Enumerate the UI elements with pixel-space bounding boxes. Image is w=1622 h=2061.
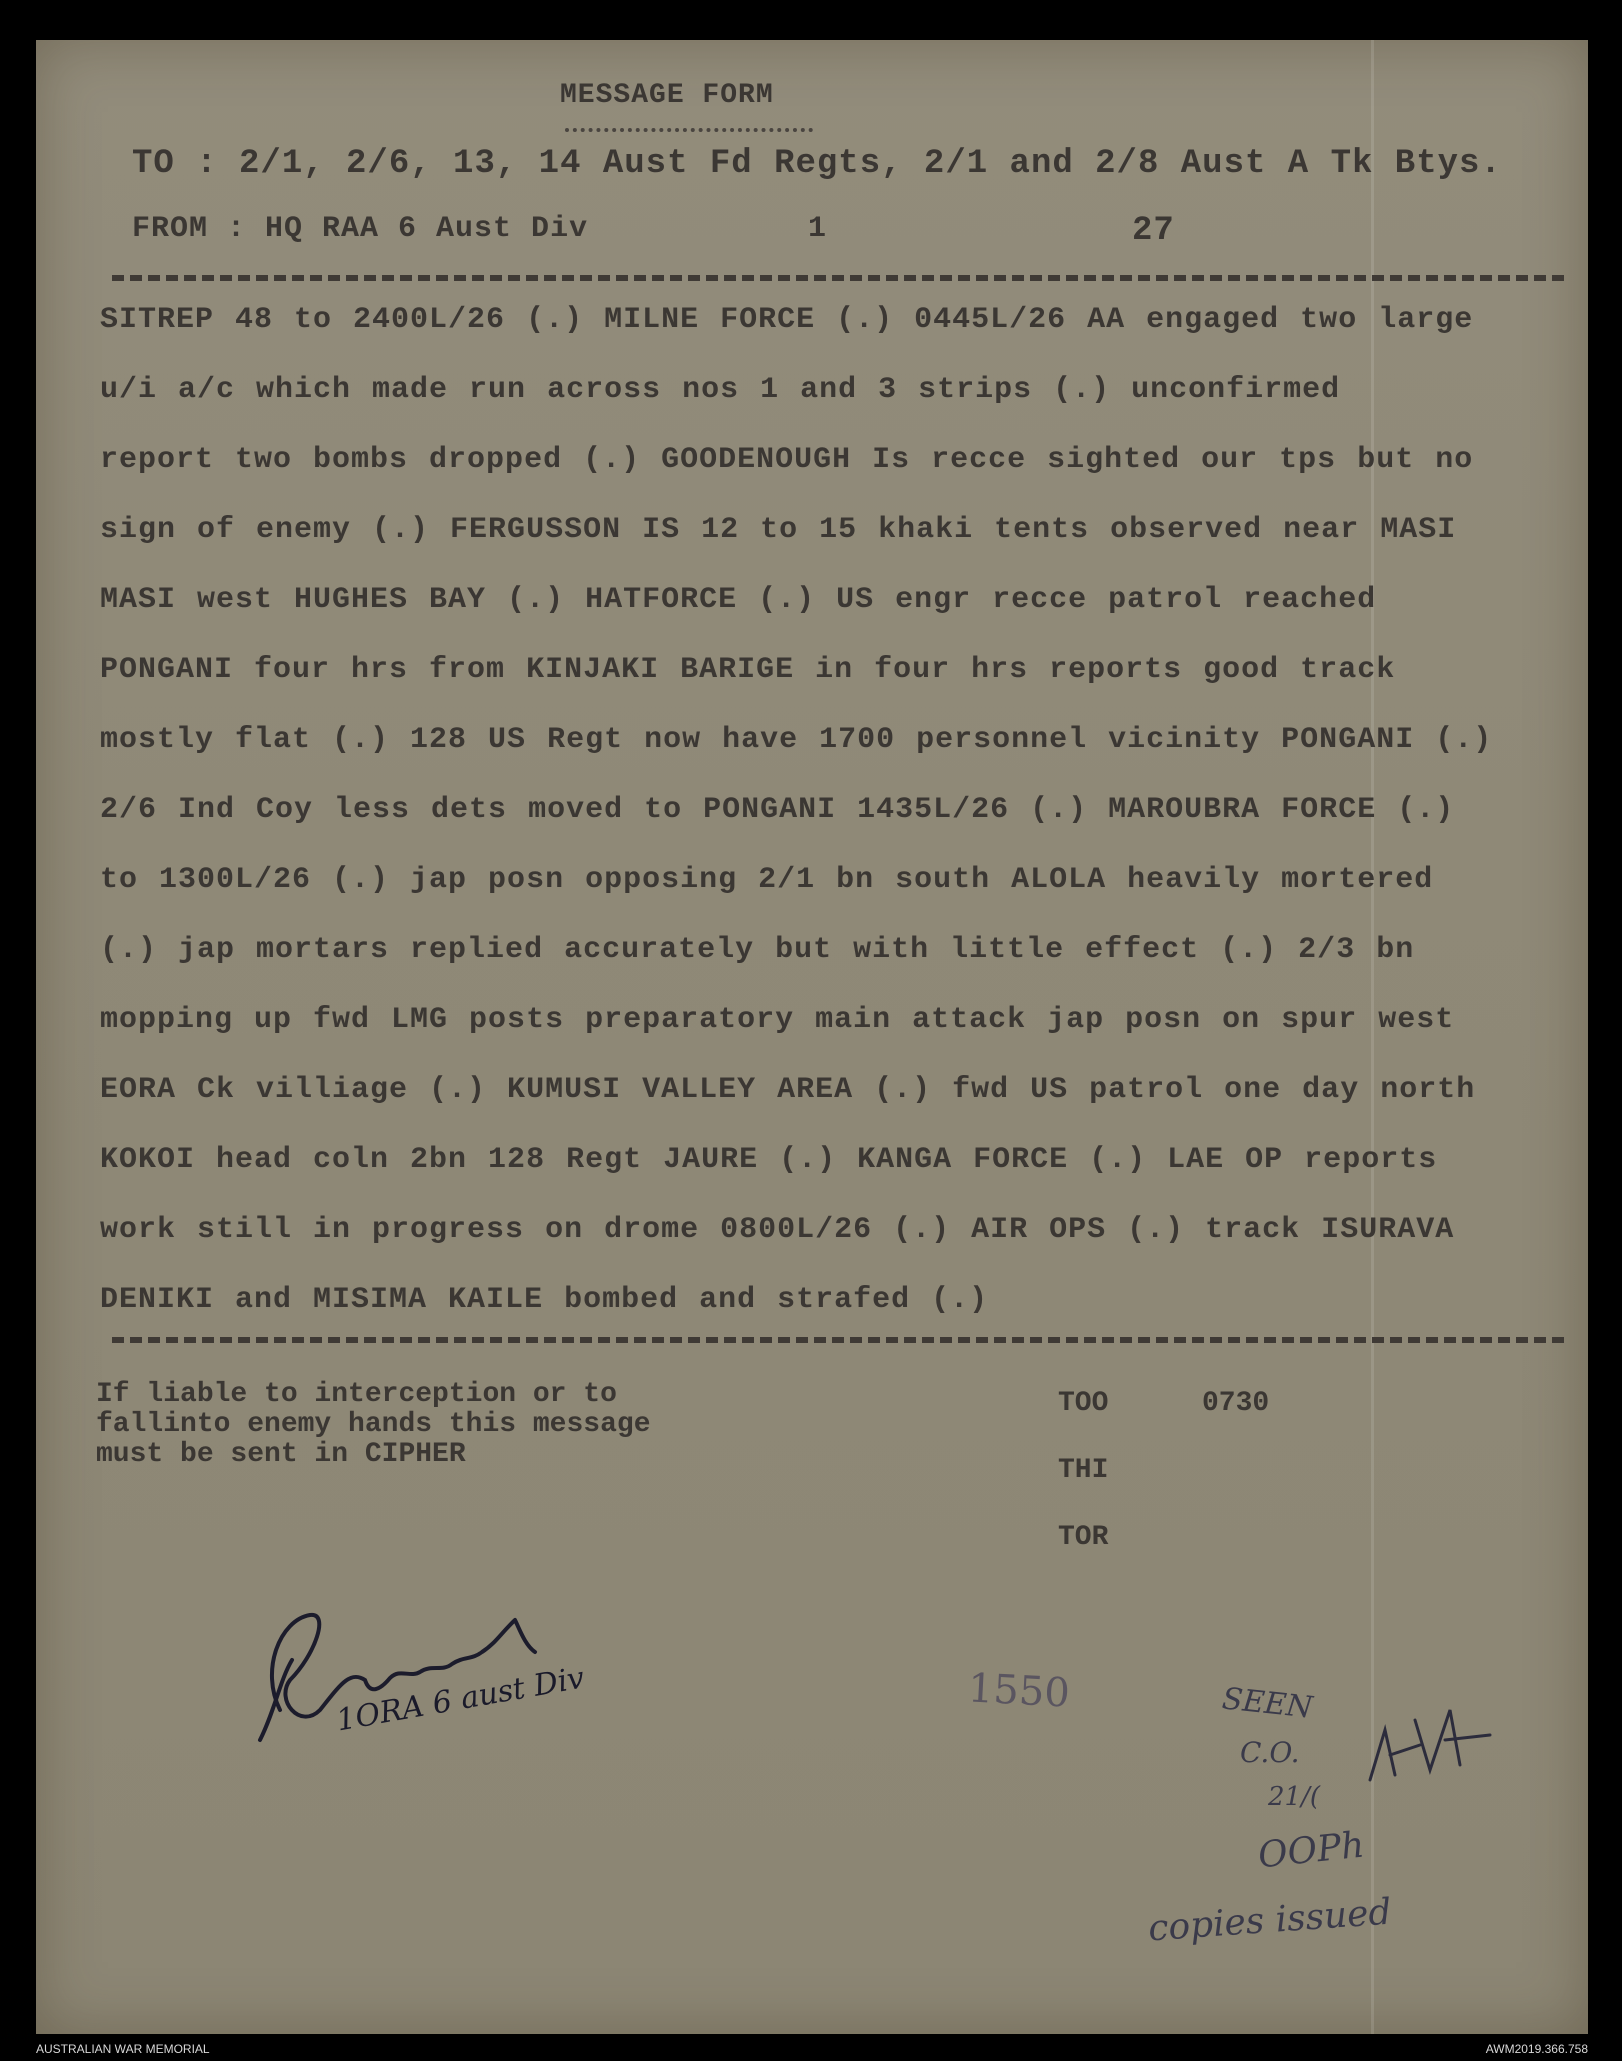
body-line: KOKOI head coln 2bn 128 Regt JAURE (.) KANGA FORCE (.) LAE OP reports — [100, 1143, 1438, 1177]
body-line: EORA Ck villiage (.) KUMUSI VALLEY AREA (.) fwd US patrol one day north — [100, 1073, 1476, 1107]
initials-scrawl — [1360, 1700, 1500, 1790]
body-line: MASI west HUGHES BAY (.) HATFORCE (.) US engr recce patrol reached — [100, 583, 1377, 617]
to-line: TO : 2/1, 2/6, 13, 14 Aust Fd Regts, 2/1 and 2/8 Aust A Tk Btys. — [132, 145, 1502, 183]
handwritten-number: 1550 — [966, 1665, 1071, 1717]
body-line: PONGANI four hrs from KINJAKI BARIGE in four hrs reports good track — [100, 653, 1396, 687]
body-line: work still in progress on drome 0800L/26 (.) AIR OPS (.) track ISURAVA — [100, 1213, 1455, 1247]
body-line: DENIKI and MISIMA KAILE bombed and strafed (.) — [100, 1283, 989, 1317]
warning-line: fallinto enemy hands this message — [96, 1409, 651, 1440]
too-label: TOO — [1058, 1388, 1109, 1419]
signature-scrawl — [220, 1560, 660, 1760]
title-underline — [565, 128, 813, 132]
archive-credit: AUSTRALIAN WAR MEMORIAL — [36, 2042, 210, 2056]
warning-line: must be sent in CIPHER — [96, 1439, 466, 1470]
too-value: 0730 — [1202, 1388, 1270, 1419]
from-line: FROM : HQ RAA 6 Aust Div — [132, 212, 589, 246]
signature-subtext: 1ORA 6 aust Div — [333, 1660, 588, 1739]
tor-label: TOR — [1058, 1522, 1109, 1553]
form-title: MESSAGE FORM — [560, 80, 774, 111]
archive-reference: AWM2019.366.758 — [1485, 2042, 1588, 2056]
date-annotation: 21/( — [1268, 1782, 1320, 1812]
co-annotation: C.O. — [1240, 1736, 1300, 1769]
header-divider — [112, 275, 1564, 281]
warning-line: If liable to interception or to — [96, 1379, 617, 1410]
body-line: 2/6 Ind Coy less dets moved to PONGANI 1435L/26 (.) MAROUBRA FORCE (.) — [100, 793, 1455, 827]
body-line: sign of enemy (.) FERGUSSON IS 12 to 15 khaki tents observed near MASI — [100, 513, 1457, 547]
from-number-1: 1 — [808, 212, 828, 246]
body-line: to 1300L/26 (.) jap posn opposing 2/1 bn south ALOLA heavily mortered — [100, 863, 1434, 897]
from-number-2: 27 — [1132, 212, 1175, 250]
ooph-annotation: OOPh — [1256, 1824, 1367, 1877]
body-line: mostly flat (.) 128 US Regt now have 1700 personnel vicinity PONGANI (.) — [100, 723, 1493, 757]
body-line: SITREP 48 to 2400L/26 (.) MILNE FORCE (.) 0445L/26 AA engaged two large — [100, 303, 1474, 337]
body-line: mopping up fwd LMG posts preparatory main attack jap posn on spur west — [100, 1003, 1455, 1037]
thi-label: THI — [1058, 1455, 1109, 1486]
body-line: report two bombs dropped (.) GOODENOUGH Is recce sighted our tps but no — [100, 443, 1474, 477]
copies-issued-annotation: copies issued — [1146, 1891, 1393, 1950]
body-line: (.) jap mortars replied accurately but with little effect (.) 2/3 bn — [100, 933, 1415, 967]
body-line: u/i a/c which made run across nos 1 and 3 strips (.) unconfirmed — [100, 373, 1341, 407]
cipher-warning — [96, 1380, 651, 1470]
message-body — [100, 285, 1570, 1335]
footer-divider — [112, 1337, 1564, 1343]
seen-annotation: SEEN — [1220, 1681, 1315, 1726]
